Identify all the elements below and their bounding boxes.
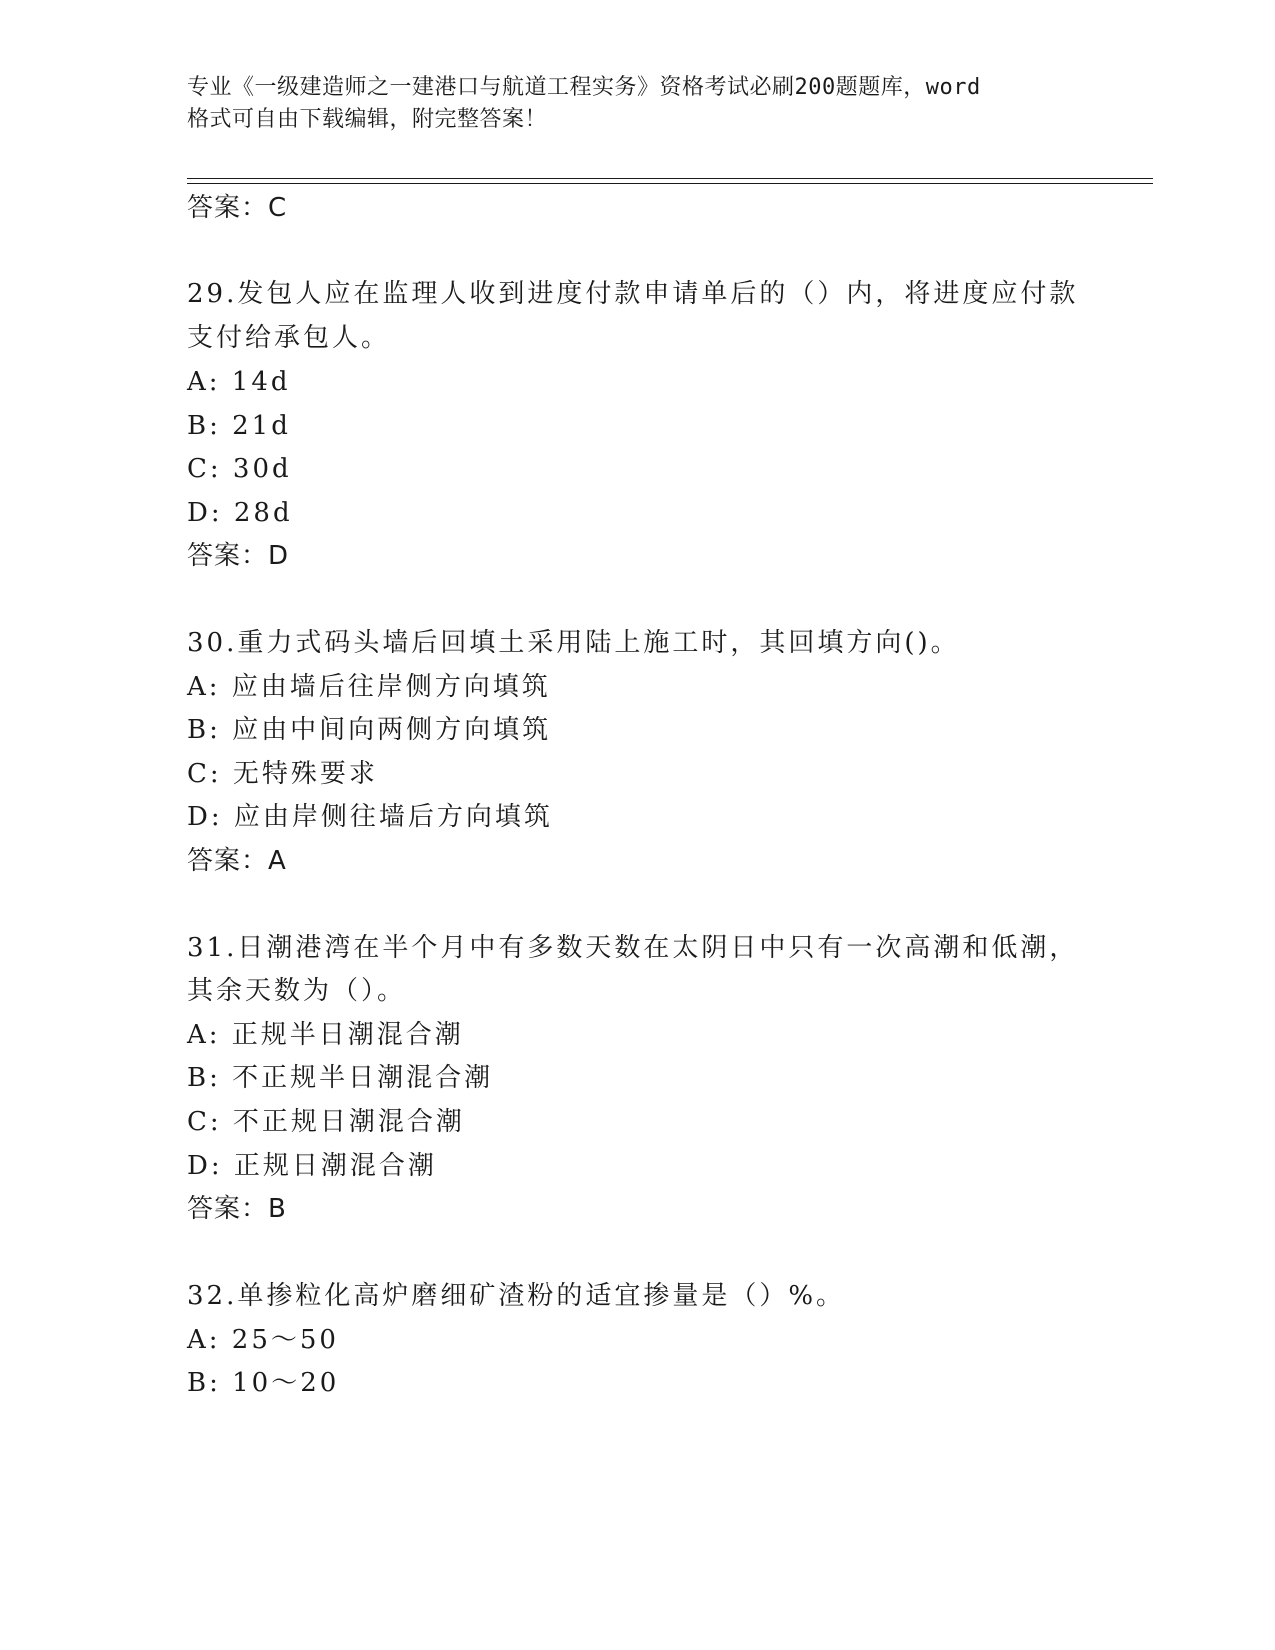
header-divider-bottom — [187, 183, 1153, 184]
question-32-stem-line-1: 32.单掺粒化高炉磨细矿渣粉的适宜掺量是（）%。 — [187, 1281, 846, 1311]
question-30-option-b: B: 应由中间向两侧方向填筑 — [187, 715, 552, 745]
question-29-option-d: D: 28d — [187, 498, 293, 528]
question-29-stem-line-2: 支付给承包人。 — [187, 323, 391, 353]
question-29-option-a: A: 14d — [187, 367, 291, 397]
question-30-option-d: D: 应由岸侧往墙后方向填筑 — [187, 802, 553, 832]
question-31-option-b: B: 不正规半日潮混合潮 — [187, 1063, 494, 1093]
question-29-answer: 答案：D — [187, 541, 290, 571]
question-31-stem-line-1: 31.日潮港湾在半个月中有多数天数在太阴日中只有一次高潮和低潮， — [187, 933, 1079, 963]
question-31-option-c: C: 不正规日潮混合潮 — [187, 1107, 465, 1137]
question-32-option-b: B: 10～20 — [187, 1368, 340, 1398]
document-header — [187, 72, 1087, 136]
question-31-option-d: D: 正规日潮混合潮 — [187, 1151, 437, 1181]
question-30-stem-line-1: 30.重力式码头墙后回填土采用陆上施工时，其回填方向()。 — [187, 628, 960, 658]
question-31-stem-line-2: 其余天数为（）。 — [187, 976, 407, 1006]
question-29-stem-line-1: 29.发包人应在监理人收到进度付款申请单后的（）内，将进度应付款 — [187, 279, 1079, 309]
previous-answer: 答案：C — [187, 193, 288, 223]
question-30-answer: 答案：A — [187, 846, 287, 876]
question-31-option-a: A: 正规半日潮混合潮 — [187, 1020, 464, 1050]
question-29-option-c: C: 30d — [187, 454, 292, 484]
question-31-answer: 答案：B — [187, 1194, 287, 1224]
header-divider-top — [187, 178, 1153, 179]
header-line-2: 格式可自由下载编辑，附完整答案！ — [187, 107, 548, 132]
question-30-option-c: C: 无特殊要求 — [187, 759, 378, 789]
header-line-1: 专业《一级建造师之一建港口与航道工程实务》资格考试必刷200题题库，word — [187, 75, 981, 100]
question-30-option-a: A: 应由墙后往岸侧方向填筑 — [187, 672, 551, 702]
question-32-option-a: A: 25～50 — [187, 1325, 339, 1355]
question-29-option-b: B: 21d — [187, 411, 291, 441]
